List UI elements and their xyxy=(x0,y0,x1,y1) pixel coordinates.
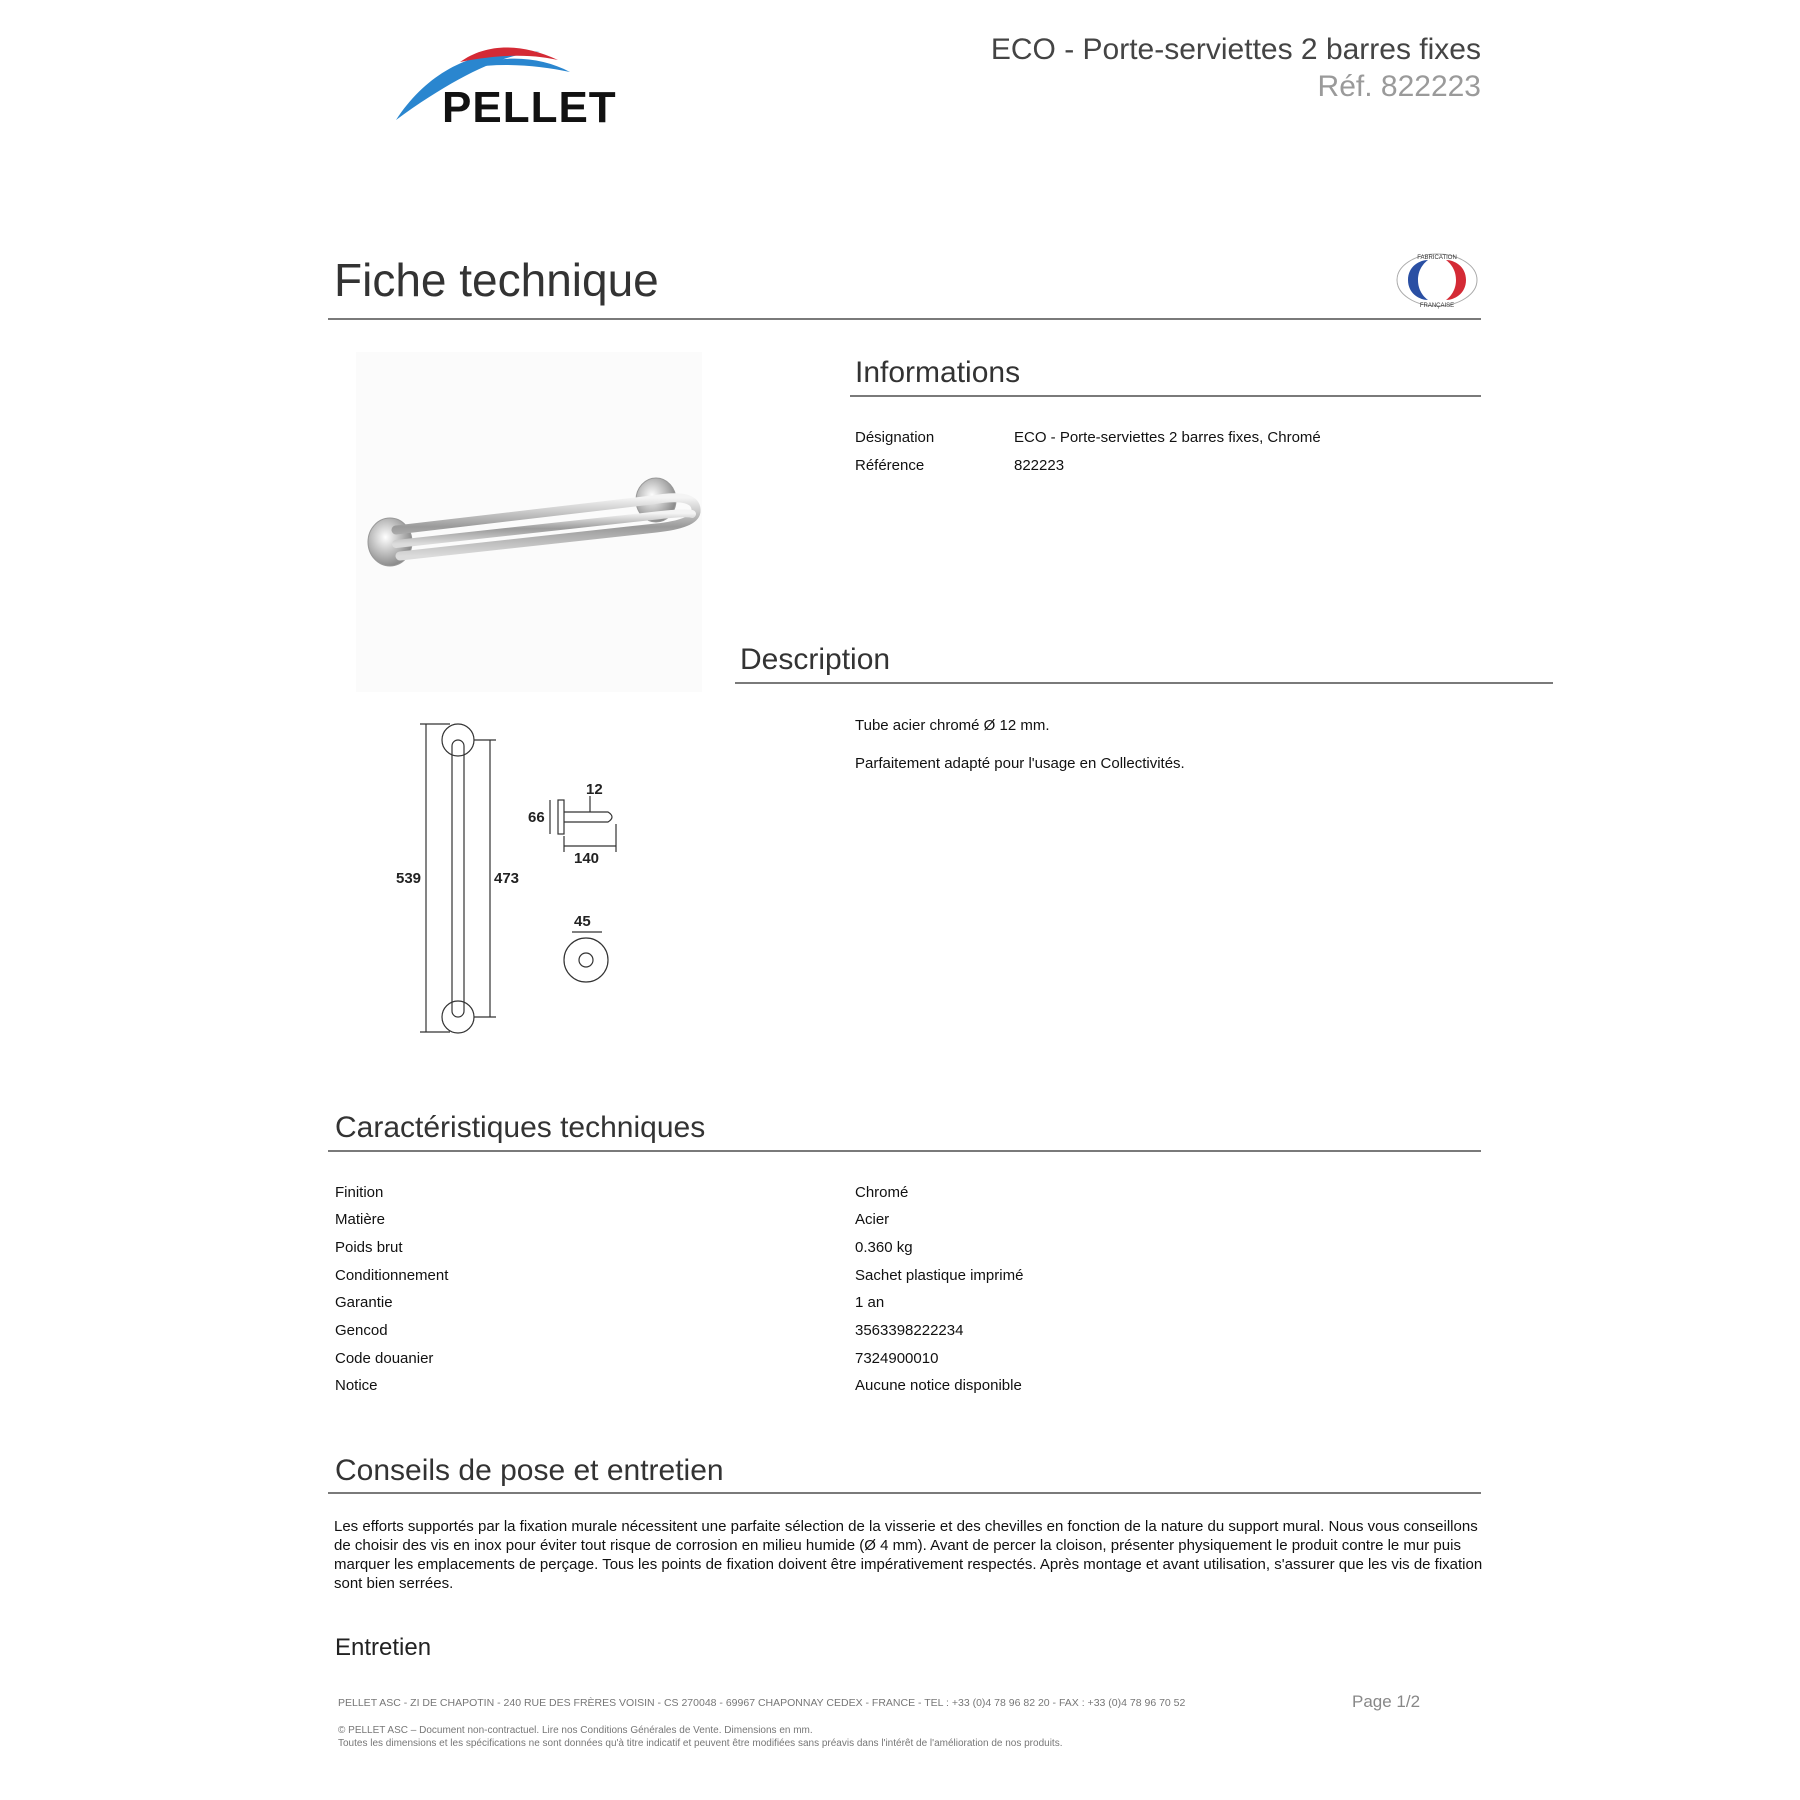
informations-divider xyxy=(850,395,1481,397)
brand-name: PELLET xyxy=(442,83,617,128)
spec-value: Sachet plastique imprimé xyxy=(855,1267,1024,1284)
product-reference: Réf. 822223 xyxy=(1317,70,1481,103)
french-flag-icon xyxy=(1394,250,1480,310)
informations-heading: Informations xyxy=(855,356,1021,389)
product-photo xyxy=(356,352,702,692)
description-heading: Description xyxy=(740,643,891,676)
description-divider xyxy=(735,682,1553,684)
logo-swoosh-icon xyxy=(390,38,640,128)
product-title: ECO - Porte-serviettes 2 barres fixes xyxy=(990,33,1481,66)
conseils-heading: Conseils de pose et entretien xyxy=(335,1454,724,1487)
spec-label: Conditionnement xyxy=(335,1267,449,1284)
dim-tube-label: 12 xyxy=(586,781,603,798)
description-line: Tube acier chromé Ø 12 mm. xyxy=(855,717,1050,734)
info-value: 822223 xyxy=(1014,457,1065,474)
dim-depth-label: 140 xyxy=(574,850,600,867)
brand-logo xyxy=(390,38,640,128)
dim-plate-label: 66 xyxy=(528,809,545,826)
dim-inner-label: 473 xyxy=(494,870,520,887)
badge-top-text: FABRICATION xyxy=(1417,255,1457,261)
spec-value: 0.360 kg xyxy=(855,1239,913,1256)
spec-label: Code douanier xyxy=(335,1350,434,1367)
conseils-paragraph: Les efforts supportés par la fixation murale nécessitent une parfaite sélection de la visserie et des chevilles en fonction de la nature du support mural. Nous vous conseillons de choisir des vis en inox pour éviter tout risque de corrosion en milieu humide (Ø 4 mm). Avant de percer la cloison, présenter physiquement le produit contre le mur puis marquer les emplacements de perçage. Tous les points de fixation doivent être impérativement respectés. Après montage et avant utilisation, s'assurer que les vis de fixation sont bien serrées. xyxy=(334,1518,1483,1592)
footer-legal-1: © PELLET ASC – Document non-contractuel. Lire nos Conditions Générales de Vente. Dimensions en mm. xyxy=(338,1725,813,1736)
info-value: ECO - Porte-serviettes 2 barres fixes, Chromé xyxy=(1014,429,1321,446)
spec-label: Gencod xyxy=(335,1322,388,1339)
footer-legal-2: Toutes les dimensions et les spécifications ne sont données qu'à titre indicatif et peuvent être modifiées sans préavis dans l'intérêt de l'amélioration de nos produits. xyxy=(338,1738,1063,1749)
description-line: Parfaitement adapté pour l'usage en Collectivités. xyxy=(855,755,1185,772)
page-title: Fiche technique xyxy=(334,254,659,306)
spec-value: 3563398222234 xyxy=(855,1322,964,1339)
spec-value: Aucune notice disponible xyxy=(855,1377,1022,1394)
caracteristiques-divider xyxy=(328,1150,1481,1152)
technical-drawing xyxy=(390,712,630,1042)
spec-label: Garantie xyxy=(335,1294,393,1311)
spec-value: Acier xyxy=(855,1211,890,1228)
spec-label: Matière xyxy=(335,1211,386,1228)
page-number: Page 1/2 xyxy=(1352,1692,1421,1711)
caracteristiques-heading: Caractéristiques techniques xyxy=(335,1111,706,1144)
info-label: Désignation xyxy=(855,429,935,446)
spec-value: 7324900010 xyxy=(855,1350,939,1367)
footer-address: PELLET ASC - ZI DE CHAPOTIN - 240 RUE DES FRÈRES VOISIN - CS 270048 - 69967 CHAPONNAY CEDEX - FRANCE - TEL : +33 (0)4 78 96 82 20 - FAX : +33 (0)4 78 96 70 52 xyxy=(338,1697,1186,1709)
badge-bottom-text: FRANÇAISE xyxy=(1419,303,1455,309)
dim-total-label: 539 xyxy=(396,870,422,887)
title-divider xyxy=(328,318,1481,320)
dim-rosette-label: 45 xyxy=(574,913,591,930)
spec-value: Chromé xyxy=(855,1184,909,1201)
made-in-france-badge xyxy=(1394,250,1480,310)
spec-label: Finition xyxy=(335,1184,384,1201)
info-label: Référence xyxy=(855,457,925,474)
spec-value: 1 an xyxy=(855,1294,885,1311)
spec-label: Notice xyxy=(335,1377,378,1394)
spec-label: Poids brut xyxy=(335,1239,403,1256)
conseils-divider xyxy=(328,1492,1481,1494)
entretien-heading: Entretien xyxy=(335,1634,432,1661)
